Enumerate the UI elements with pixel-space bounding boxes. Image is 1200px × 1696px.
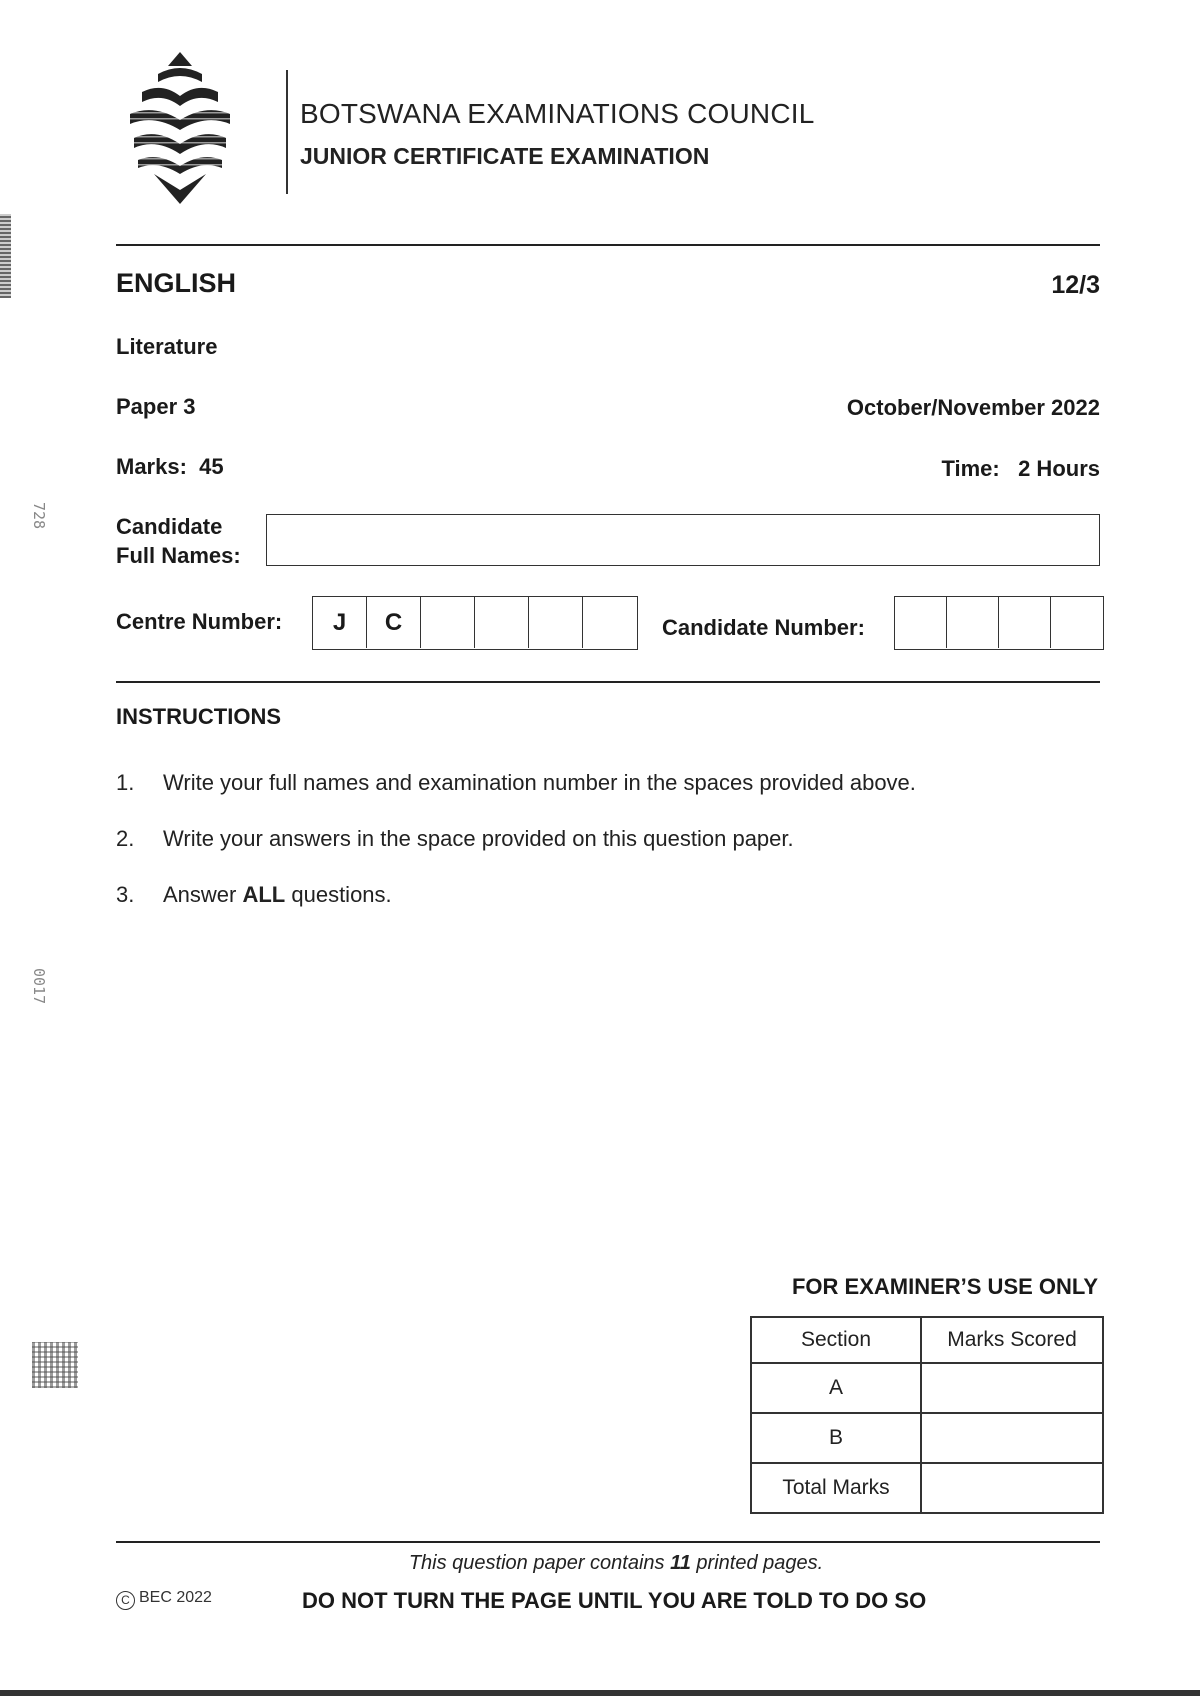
examiner-marks-table xyxy=(750,1316,1104,1514)
do-not-turn-warning: DO NOT TURN THE PAGE UNTIL YOU ARE TOLD TO DO SO xyxy=(302,1588,927,1613)
candidate-names-label xyxy=(116,512,241,570)
centre-number-box[interactable] xyxy=(529,597,583,648)
candidate-number-box[interactable] xyxy=(999,597,1051,648)
side-code-1: 728 xyxy=(30,502,48,530)
section-label: Total Marks xyxy=(751,1463,921,1513)
copyright-icon: C xyxy=(116,1591,135,1610)
page-count-value: 11 xyxy=(670,1552,691,1574)
scan-bottom-edge xyxy=(0,1690,1200,1696)
marks-scored-cell[interactable] xyxy=(921,1463,1103,1513)
time-value: 2 Hours xyxy=(1018,456,1100,481)
centre-number-label: Centre Number: xyxy=(116,609,283,634)
paper-number: Paper 3 xyxy=(116,394,196,419)
examination-title: JUNIOR CERTIFICATE EXAMINATION xyxy=(300,143,710,169)
qr-code xyxy=(32,1342,78,1388)
instruction-text-emphasis: ALL xyxy=(242,882,286,907)
instruction-item xyxy=(116,826,794,852)
subject-title: ENGLISH xyxy=(116,268,237,298)
marks-label: Marks: xyxy=(116,454,187,479)
marks-scored-cell[interactable] xyxy=(921,1413,1103,1463)
instruction-number: 2. xyxy=(116,826,135,851)
middle-rule xyxy=(116,681,1100,683)
marks-scored-cell[interactable] xyxy=(921,1363,1103,1413)
candidate-names-label-line1: Candidate xyxy=(116,514,223,539)
instruction-item xyxy=(116,770,916,796)
candidate-number-box[interactable] xyxy=(895,597,947,648)
page-count-post: printed pages. xyxy=(690,1552,824,1574)
candidate-names-field[interactable] xyxy=(266,514,1100,566)
marks-value: 45 xyxy=(199,454,224,479)
instruction-number: 1. xyxy=(116,770,135,795)
column-header-section: Section xyxy=(751,1317,921,1363)
centre-number-box[interactable]: J xyxy=(313,597,367,648)
candidate-number-label: Candidate Number: xyxy=(662,615,865,640)
header-divider xyxy=(286,70,288,194)
time-info xyxy=(941,456,1100,482)
component-name: Literature xyxy=(116,334,218,359)
centre-number-box[interactable] xyxy=(421,597,475,648)
table-header-row xyxy=(751,1317,1103,1363)
exam-session: October/November 2022 xyxy=(846,395,1100,420)
council-name: BOTSWANA EXAMINATIONS COUNCIL xyxy=(300,98,815,129)
candidate-names-label-line2: Full Names: xyxy=(116,543,241,568)
table-row xyxy=(751,1463,1103,1513)
instruction-text: Write your full names and examination number in the spaces provided above. xyxy=(163,770,916,795)
instructions-heading: INSTRUCTIONS xyxy=(116,704,281,729)
page-count-note xyxy=(0,1552,1200,1575)
table-row xyxy=(751,1363,1103,1413)
instruction-text-pre: Answer xyxy=(163,882,243,907)
copyright xyxy=(116,1589,212,1610)
centre-number-field[interactable] xyxy=(312,596,638,650)
section-label: A xyxy=(751,1363,921,1413)
bec-logo xyxy=(128,52,232,204)
section-label: B xyxy=(751,1413,921,1463)
instruction-number: 3. xyxy=(116,882,135,907)
candidate-number-box[interactable] xyxy=(947,597,999,648)
candidate-number-field[interactable] xyxy=(894,596,1104,650)
table-row xyxy=(751,1413,1103,1463)
time-label: Time: xyxy=(941,456,1000,481)
candidate-number-box[interactable] xyxy=(1051,597,1103,648)
marks-info xyxy=(116,454,224,480)
scan-barcode-strip xyxy=(0,214,11,298)
column-header-marks: Marks Scored xyxy=(921,1317,1103,1363)
centre-number-box[interactable] xyxy=(475,597,529,648)
footer-rule xyxy=(116,1541,1100,1543)
side-code-2: 0017 xyxy=(30,968,48,1005)
centre-number-box[interactable]: C xyxy=(367,597,421,648)
top-rule xyxy=(116,244,1100,246)
centre-number-box[interactable] xyxy=(583,597,637,648)
instruction-text-post: questions. xyxy=(285,882,392,907)
copyright-text: BEC 2022 xyxy=(139,1589,212,1606)
instruction-item xyxy=(116,882,392,908)
page-count-pre: This question paper contains xyxy=(408,1552,671,1574)
paper-code: 12/3 xyxy=(1051,271,1100,299)
examiner-heading: FOR EXAMINER’S USE ONLY xyxy=(791,1274,1098,1299)
instruction-text: Write your answers in the space provided on this question paper. xyxy=(163,826,794,851)
